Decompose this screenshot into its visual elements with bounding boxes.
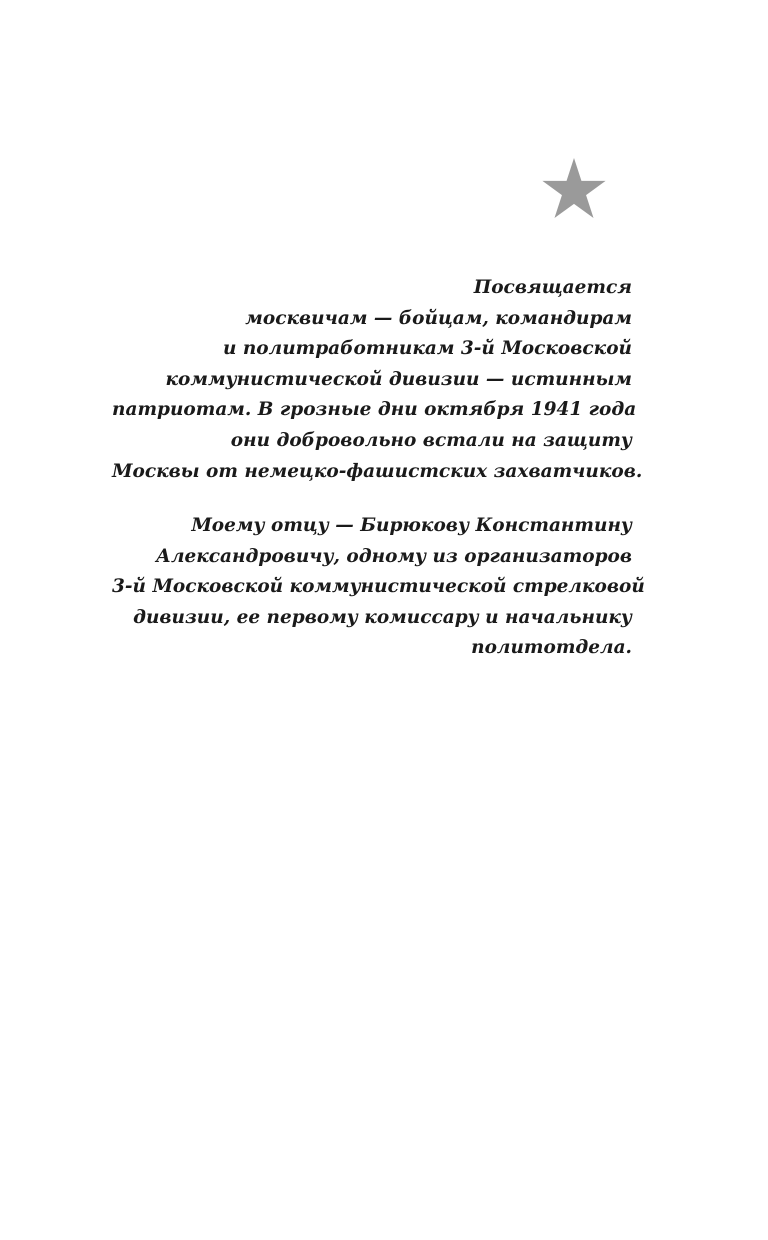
- dedication-line: и политработникам 3-й Московской: [222, 338, 632, 360]
- dedication-line: дивизии, ее первому комиссару и начальнику: [133, 606, 632, 628]
- dedication-line: они добровольно встали на защиту: [230, 429, 632, 451]
- dedication-line: Александровичу, одному из организаторов: [155, 545, 632, 567]
- star-icon: [542, 158, 606, 218]
- star-shape: [542, 158, 605, 218]
- dedication-line: политотдела.: [471, 637, 632, 659]
- dedication-line: москвичам — бойцам, командирам: [245, 307, 632, 329]
- dedication-line: Москвы от немецко-фашистских захватчиков.: [112, 460, 643, 482]
- dedication-line: Посвящается: [473, 277, 632, 298]
- dedication-line: Моему отцу — Бирюкову Константину: [191, 515, 632, 536]
- dedication-line: коммунистической дивизии — истинным: [165, 368, 632, 390]
- dedication-line: патриотам. В грозные дни октября 1941 года: [112, 399, 637, 421]
- dedication-line: 3-й Московской коммунистической стрелковой: [112, 576, 645, 598]
- dedication-father: [112, 511, 645, 664]
- dedication-moscow-volunteers: [112, 273, 643, 487]
